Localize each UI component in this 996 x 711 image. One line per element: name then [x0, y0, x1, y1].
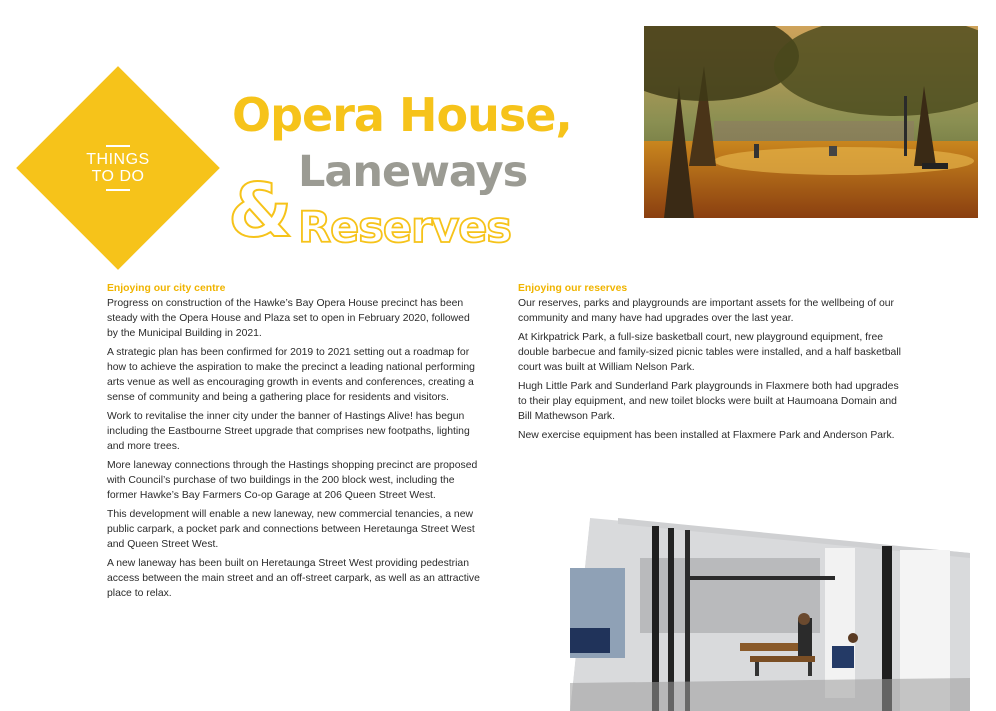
title-opera-house: Opera House, — [232, 88, 572, 142]
city-centre-paragraph: Progress on construction of the Hawke’s Bay Opera House precinct has been steady with the Opera House and Plaza set to open in February 2020, followed by the Municipal Building in 2021. — [107, 298, 470, 339]
reserves-column — [518, 281, 903, 447]
title-ampersand: & — [228, 168, 293, 254]
badge-rule-bottom — [106, 189, 130, 191]
badge-rule-top — [106, 145, 130, 147]
badge-line-2: TO DO — [91, 168, 145, 185]
title-reserves: Reserves — [298, 203, 512, 253]
reserves-paragraph: At Kirkpatrick Park, a full-size basketball court, new playground equipment, free double barbecue and family-sized picnic tables were installed, and a half basketball court was built at William Nelson Park. — [518, 332, 901, 373]
reserves-paragraph: Hugh Little Park and Sunderland Park playgrounds in Flaxmere both had upgrades to their play equipment, and new toilet blocks were built at Haumoana Domain and Bill Mathewson Park. — [518, 381, 899, 422]
city-centre-paragraph: More laneway connections through the Hastings shopping precinct are proposed with Council’s purchase of two buildings in the 200 block west, including the former Hawke’s Bay Farmers Co-op Garage at 206 Queen Street West. — [107, 460, 478, 501]
reserves-paragraph: New exercise equipment has been installed at Flaxmere Park and Anderson Park. — [518, 430, 895, 441]
reserves-heading: Enjoying our reserves — [518, 283, 628, 294]
park-photo — [644, 26, 978, 218]
city-centre-heading: Enjoying our city centre — [107, 283, 226, 294]
city-centre-paragraph: A new laneway has been built on Heretaunga Street West providing pedestrian access between the main street and an off-street carpark, as well as an attractive place to relax. — [107, 558, 480, 599]
things-to-do-badge — [46, 96, 190, 240]
city-centre-paragraph: A strategic plan has been confirmed for 2019 to 2021 setting out a roadmap for how to achieve the aspiration to make the precinct a leading national performing arts venue as well as encouraging growth in events and conferences, creating a sense of community and being a gathering place for residents and visitors. — [107, 347, 475, 403]
reserves-paragraph: Our reserves, parks and playgrounds are important assets for the wellbeing of our community and many have had upgrades over the last year. — [518, 298, 894, 324]
title-laneways: Laneways — [298, 147, 528, 197]
park-photo-illustration — [644, 26, 978, 218]
city-centre-paragraph: This development will enable a new laneway, new commercial tenancies, a new public carpark, a pocket park and connections between Heretaunga Street West and Queen Street West. — [107, 509, 475, 550]
city-centre-column — [107, 281, 482, 605]
laneway-photo — [570, 518, 970, 711]
laneway-photo-illustration — [570, 518, 970, 711]
badge-line-1: THINGS — [86, 151, 150, 168]
city-centre-paragraph: Work to revitalise the inner city under the banner of Hastings Alive! has begun including the Eastbourne Street upgrade that comprises new footpaths, lighting and more trees. — [107, 411, 470, 452]
